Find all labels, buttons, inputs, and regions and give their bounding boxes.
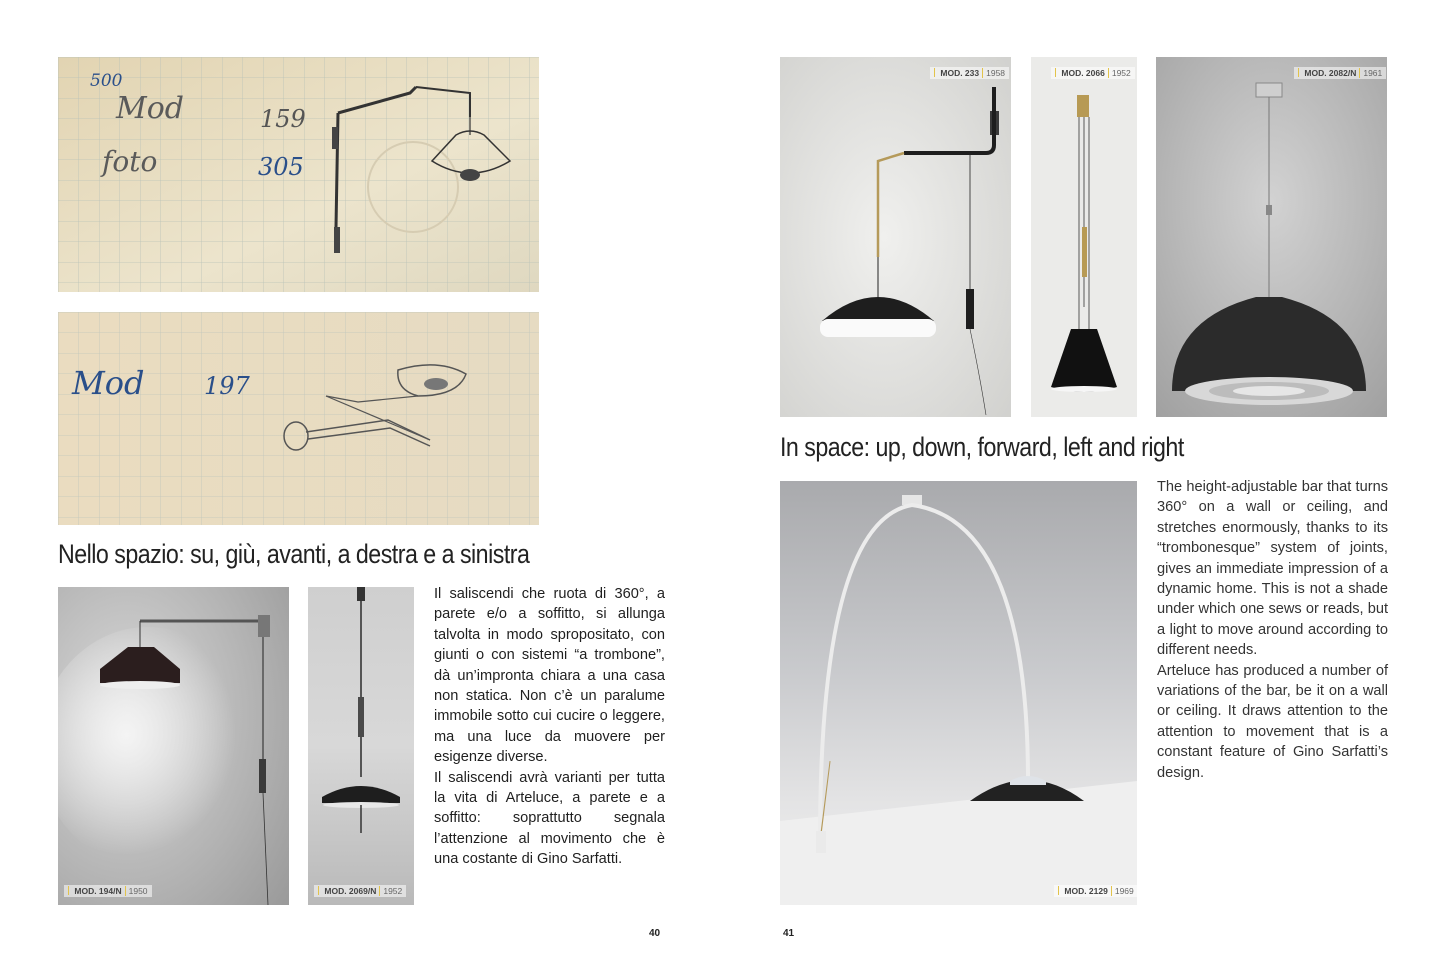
caption-model: MOD. 2129: [1064, 886, 1108, 896]
sketch-number: 500: [90, 71, 123, 91]
body-text-english: [1157, 477, 1388, 783]
caption-mod-2069n: [314, 885, 406, 897]
caption-model: MOD. 2069/N: [324, 886, 377, 896]
sketch-mod-159-image: [58, 57, 539, 292]
photo-mod-2129: [780, 481, 1137, 905]
caption-model: MOD. 194/N: [74, 886, 122, 896]
sketch-model-number: 159: [260, 105, 306, 133]
photo-mod-233: [780, 57, 1011, 417]
caption-year: 1961: [1359, 68, 1382, 78]
sketch2-model-number: 197: [204, 372, 250, 400]
sketch-photo-number: 305: [258, 153, 304, 181]
caption-year: 1958: [982, 68, 1005, 78]
photo-mod-2069n: [308, 587, 414, 905]
caption-year: 1952: [1108, 68, 1131, 78]
photo-mod-194n: [58, 587, 289, 905]
caption-mod-2066: [1051, 67, 1135, 79]
english-paragraph-2: Arteluce has produced a number of variations of the bar, be it on a wall or ceiling. It draws attention to the attention to movement that is a constant feature of Gino Sarfatti’s design.: [1157, 662, 1388, 781]
page-number-left: 40: [649, 928, 661, 939]
caption-mod-233: [930, 67, 1009, 79]
body-text-italian: [434, 584, 665, 870]
caption-mod-194n: [64, 885, 152, 897]
caption-year: 1969: [1111, 886, 1134, 896]
photo-mod-2082n: [1156, 57, 1387, 417]
page-title-english: In space: up, down, forward, left and right: [780, 432, 1184, 462]
english-paragraph-1: The height-adjustable bar that turns 360° on a wall or ceiling, and stretches enormously, thanks to its “trombonesque” system of joints, gives an immediate impression of a dynamic home. This is not a shade under which one sews or reads, but a light to move around according to different needs.: [1157, 479, 1388, 659]
caption-mod-2129: [1054, 885, 1137, 897]
page-title-italian: Nello spazio: su, giù, avanti, a destra e a sinistra: [58, 539, 530, 569]
sketch-mod-197-image: [58, 312, 539, 525]
page-number-right: 41: [783, 928, 795, 939]
sketch2-label-mod: Mod: [72, 364, 145, 402]
caption-year: 1952: [379, 886, 402, 896]
sketch-label-foto: foto: [102, 145, 158, 178]
italian-paragraph-2: Il saliscendi avrà varianti per tutta la vita di Arteluce, a parete e a soffitto: soprattutto segnala l’attenzione al movimento che è una costante di Gino Sarfatti.: [434, 769, 665, 868]
caption-model: MOD. 2066: [1061, 68, 1105, 78]
caption-model: MOD. 2082/N: [1304, 68, 1357, 78]
caption-year: 1950: [125, 886, 148, 896]
caption-mod-2082n: [1294, 67, 1386, 79]
caption-model: MOD. 233: [940, 68, 980, 78]
sketch-label-mod: Mod: [116, 91, 184, 126]
italian-paragraph-1: Il saliscendi che ruota di 360°, a parete e/o a soffitto, si allunga talvolta in modo spropositato, con giunti o con sistemi “a trombone”, dà un’impronta chiara a una casa non statica. Non c’è un paralume immobile sotto cui cucire o leggere, ma una luce da muovere per esigenze diverse.: [434, 586, 665, 766]
photo-mod-2066: [1031, 57, 1137, 417]
